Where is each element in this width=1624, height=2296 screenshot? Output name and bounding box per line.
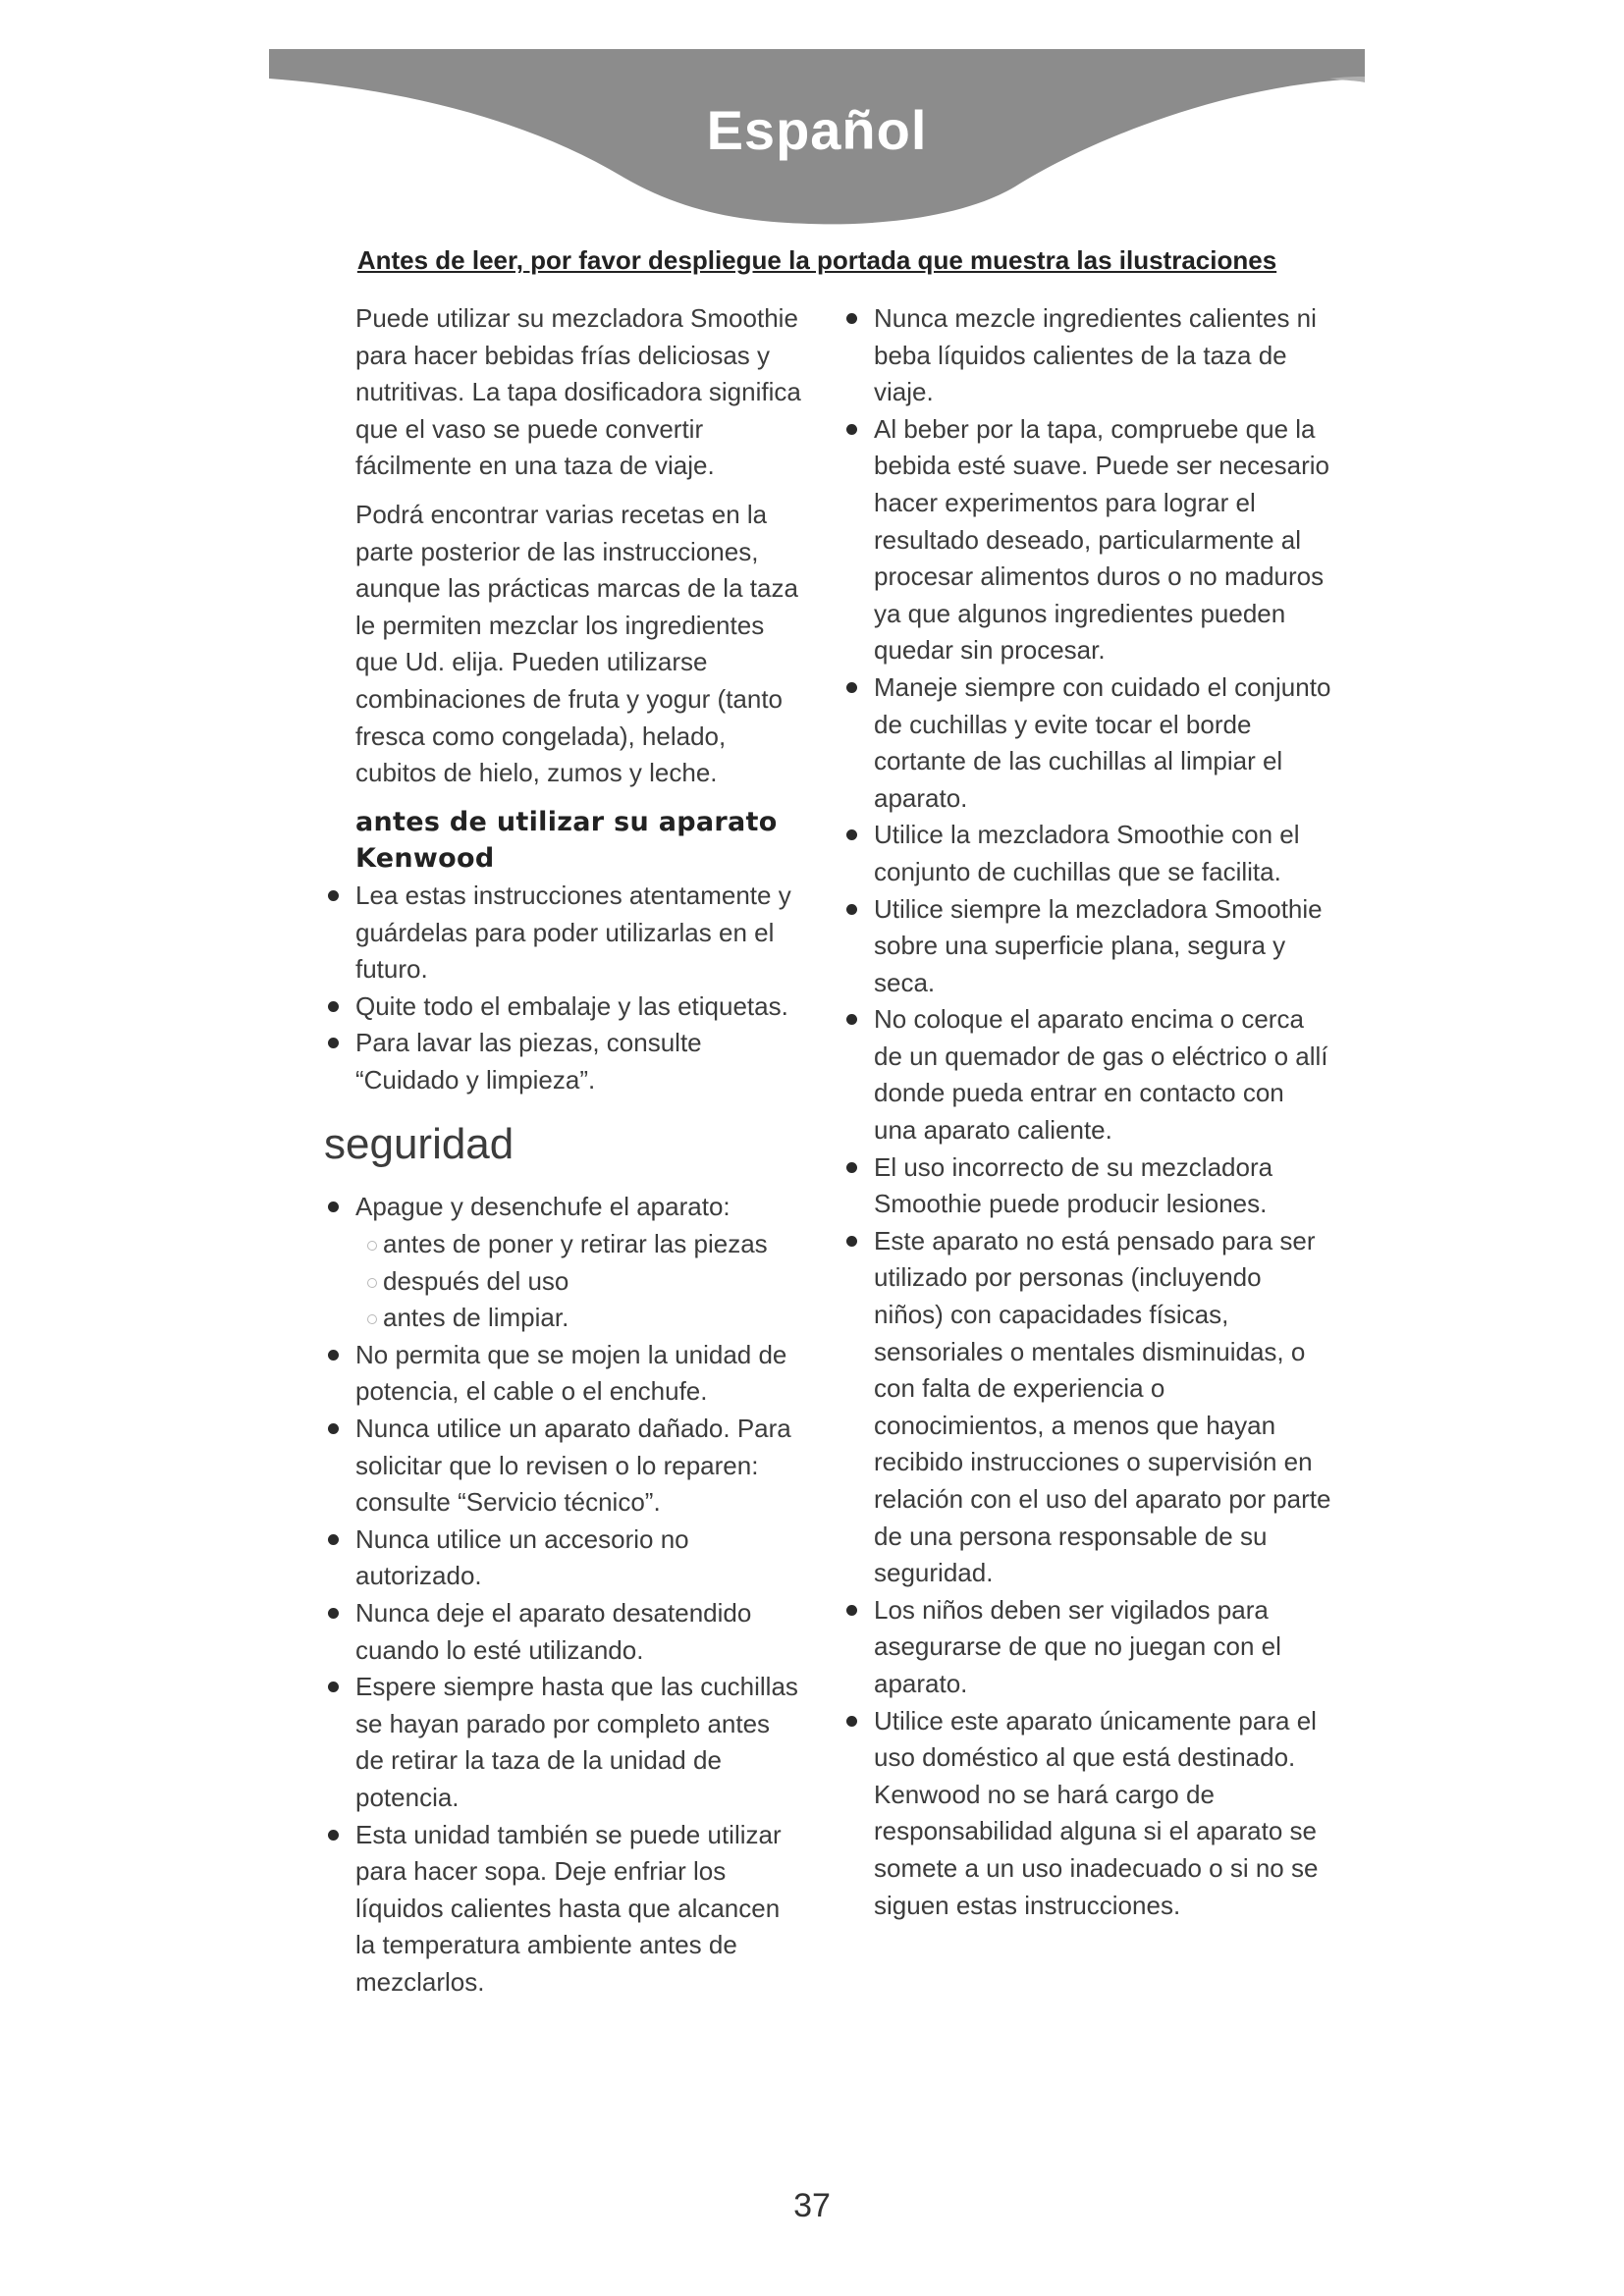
list-item: Los niños deben ser vigilados para asegurarse de que no juegan con el aparato. [842, 1592, 1333, 1703]
list-item: No permita que se mojen la unidad de potencia, el cable o el enchufe. [324, 1337, 805, 1411]
list-item: Lea estas instrucciones atentamente y guárdelas para poder utilizarlas en el futuro. [324, 878, 805, 988]
sub-list-item: antes de limpiar. [355, 1300, 805, 1337]
intro-paragraph-2: Podrá encontrar varias recetas en la parte posterior de las instrucciones, aunque las prácticas marcas de la taza le permiten mezclar los ingredientes que Ud. elija. Pueden utilizarse combinaciones de fruta y yogur (tanto fresca como congelada), helado, cubitos de hielo, zumos y leche. [355, 499, 798, 788]
list-item [324, 1189, 805, 1336]
list-item: Utilice la mezcladora Smoothie con el conjunto de cuchillas que se facilita. [842, 817, 1333, 890]
sub-list-item: antes de poner y retirar las piezas [355, 1226, 805, 1263]
list-item: Utilice este aparato únicamente para el uso doméstico al que está destinado. Kenwood no se hará cargo de responsabilidad alguna si el aparato se somete a un uso inadecuado o si no se siguen estas instrucciones. [842, 1703, 1333, 1925]
safety-list [324, 1189, 805, 2001]
language-banner [269, 49, 1365, 226]
safety-list-continued [842, 300, 1333, 1924]
sub-list-item: después del uso [355, 1263, 805, 1301]
list-item: Nunca utilice un aparato dañado. Para solicitar que lo revisen o lo reparen: consulte “Servicio técnico”. [324, 1411, 805, 1522]
list-item-text: Apague y desenchufe el aparato: [355, 1192, 731, 1222]
safety-heading: seguridad [324, 1120, 514, 1169]
list-item: Nunca mezcle ingredientes calientes ni beba líquidos calientes de la taza de viaje. [842, 300, 1333, 411]
list-item: Espere siempre hasta que las cuchillas se hayan parado por completo antes de retirar la taza de la unidad de potencia. [324, 1669, 805, 1816]
list-item: Nunca deje el aparato desatendido cuando lo esté utilizando. [324, 1595, 805, 1669]
page-number: 37 [793, 2187, 831, 2224]
list-item: Este aparato no está pensado para ser utilizado por personas (incluyendo niños) con capacidades físicas, sensoriales o mentales disminuidas, o con falta de experiencia o conocimientos, a menos que hayan recibido instrucciones o supervisión en relación con el uso del aparato por parte de una persona responsable de su seguridad. [842, 1223, 1333, 1592]
before-use-list [324, 878, 805, 1099]
intro-paragraph-1: Puede utilizar su mezcladora Smoothie para hacer bebidas frías deliciosas y nutritivas. La tapa dosificadora significa que el vaso se puede convertir fácilmente en una taza de viaje. [355, 303, 801, 481]
list-item: Esta unidad también se puede utilizar para hacer sopa. Deje enfriar los líquidos calientes hasta que alcancen la temperatura ambiente antes de mezclarlos. [324, 1817, 805, 2002]
before-use-heading: antes de utilizar su aparato Kenwood [355, 806, 778, 875]
list-item: Al beber por la tapa, compruebe que la bebida esté suave. Puede ser necesario hacer experimentos para lograr el resultado deseado, particularmente al procesar alimentos duros o no maduros ya que algunos ingredientes pueden quedar sin procesar. [842, 411, 1333, 669]
list-item: Maneje siempre con cuidado el conjunto de cuchillas y evite tocar el borde cortante de las cuchillas al limpiar el aparato. [842, 669, 1333, 817]
list-item: Utilice siempre la mezcladora Smoothie sobre una superficie plana, segura y seca. [842, 891, 1333, 1002]
safety-sub-list [355, 1226, 805, 1337]
fold-out-instruction: Antes de leer, por favor despliegue la portada que muestra las ilustraciones [356, 245, 1277, 275]
list-item: Para lavar las piezas, consulte “Cuidado y limpieza”. [324, 1025, 805, 1098]
list-item: El uso incorrecto de su mezcladora Smoothie puede producir lesiones. [842, 1149, 1333, 1223]
banner-title: Español [706, 99, 928, 161]
list-item: Quite todo el embalaje y las etiquetas. [324, 988, 805, 1026]
list-item: Nunca utilice un accesorio no autorizado. [324, 1522, 805, 1595]
list-item: No coloque el aparato encima o cerca de un quemador de gas o eléctrico o allí donde pueda entrar en contacto con una aparato caliente. [842, 1001, 1333, 1148]
left-column [324, 300, 805, 2002]
right-column [842, 300, 1333, 1924]
